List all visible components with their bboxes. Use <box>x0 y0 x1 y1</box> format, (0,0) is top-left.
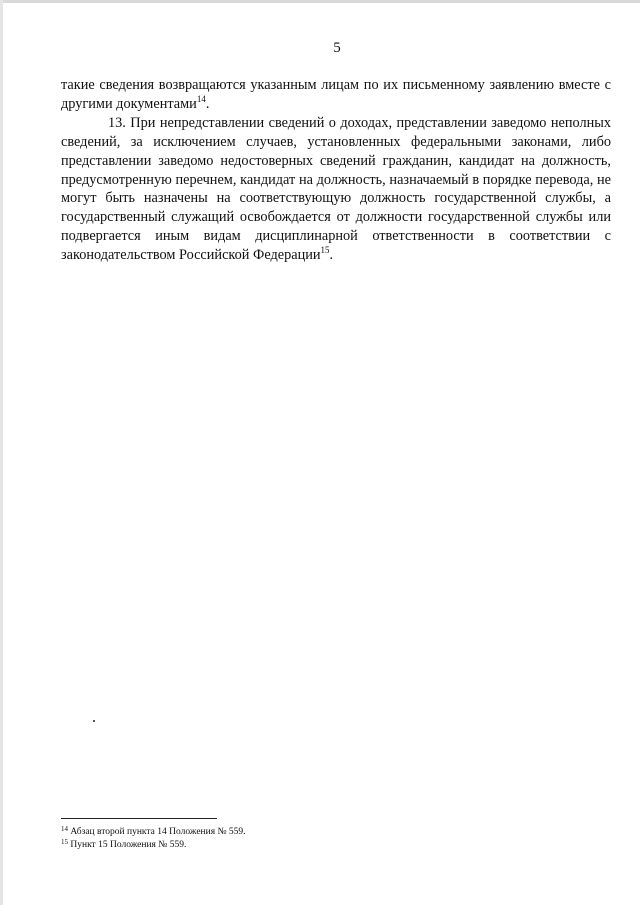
footnote-text: Пункт 15 Положения № 559. <box>68 840 187 850</box>
paragraph-end: . <box>329 247 334 264</box>
footnotes <box>61 826 611 852</box>
footnote-mark: 14 <box>61 825 68 833</box>
footnote-text: Абзац второй пункта 14 Положения № 559. <box>68 827 246 837</box>
scan-top-edge <box>0 0 640 3</box>
footnote-separator <box>61 818 217 819</box>
paragraph-item-13 <box>61 114 611 265</box>
footnote-mark: 15 <box>61 838 68 846</box>
body-text <box>61 76 611 265</box>
paragraph-text: такие сведения возвращаются указанным лицам по их письменному заявлению вместе с другими документами <box>61 77 611 112</box>
footnote-reference[interactable]: 14 <box>196 93 206 104</box>
footnote-reference[interactable]: 15 <box>320 245 330 256</box>
footnote-item <box>61 826 611 839</box>
paragraph-text: 13. При непредставлении сведений о доходах, представлении заведомо неполных сведений, за исключением случаев, установленных федеральными законами, либо представлении заведомо недостоверных сведений гражданин, кандидат на должность, предусмотренную перечнем, кандидат на должность, назначаемый в порядке перевода, не могут быть назначены на соответствующую должность государственной службы, а государственный служащий освобождается от должности государственной службы или подвергается иным видам дисциплинарной ответственности в соответствии с законодательством Российской Федерации <box>61 114 611 264</box>
page-number: 5 <box>333 40 341 56</box>
footnote-item <box>61 839 611 852</box>
paragraph-continuation <box>61 76 611 114</box>
paragraph-end: . <box>205 95 210 112</box>
scan-speck <box>93 720 95 722</box>
scan-left-edge <box>0 0 3 905</box>
